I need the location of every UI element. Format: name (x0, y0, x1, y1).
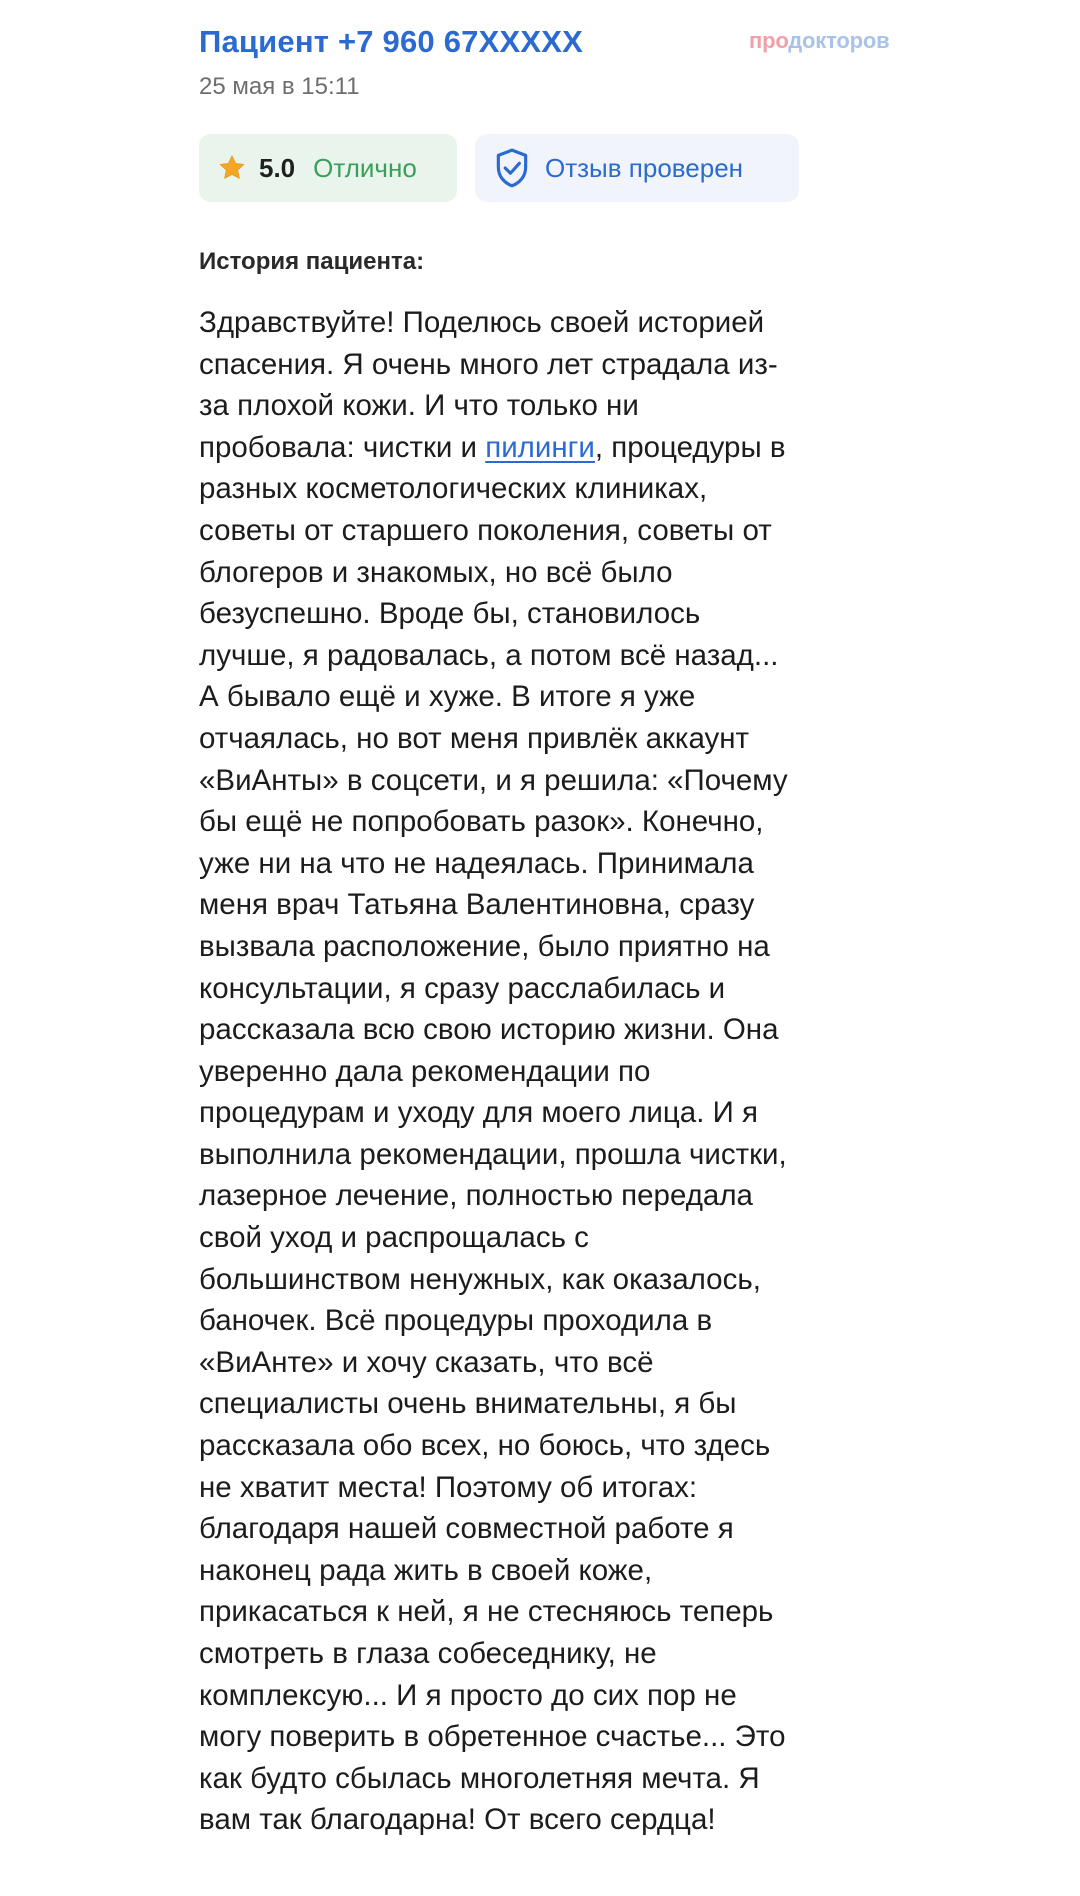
story-line: не хватит места! Поэтому об итогах: (199, 1470, 698, 1504)
verified-badge[interactable] (475, 134, 799, 202)
verified-label: Отзыв проверен (545, 152, 744, 183)
story-line: рассказала обо всех, но боюсь, что здесь (199, 1429, 771, 1463)
story-text (199, 302, 939, 1841)
story-line: наконец рада жить в своей коже, (199, 1553, 653, 1587)
review-header (199, 0, 939, 110)
rating-word: Отлично (313, 152, 417, 183)
story-line: лучше, я радовалась, а потом всё назад... (199, 638, 779, 672)
shield-check-icon (493, 147, 531, 189)
story-line: отчаялась, но вот меня привлёк аккаунт (199, 721, 750, 755)
brand-logo-part1: про (749, 28, 789, 53)
story-line: «ВиАнте» и хочу сказать, что всё (199, 1345, 654, 1379)
story-line: бы ещё не попробовать разок». Конечно, (199, 805, 764, 839)
story-line: как будто сбылась многолетняя мечта. Я (199, 1761, 760, 1795)
review-badges (199, 134, 799, 202)
peeling-link[interactable]: пилинги (485, 430, 595, 464)
story-line: могу поверить в обретенное счастье... Это (199, 1720, 786, 1754)
story-line: разных косметологических клиниках, (199, 472, 708, 506)
story-line: баночек. Всё процедуры проходила в (199, 1304, 713, 1338)
story-line: А бывало ещё и хуже. В итоге я уже (199, 680, 696, 714)
story-line: прикасаться к ней, я не стесняюсь теперь (199, 1595, 774, 1629)
section-label: История пациента: (199, 248, 425, 275)
story-line: Здравствуйте! Поделюсь своей историей (199, 306, 765, 339)
story-line: уже ни на что не надеялась. Принимала (199, 846, 754, 880)
story-line: специалисты очень внимательны, я бы (199, 1387, 737, 1421)
story-line: процедурам и уходу для моего лица. И я (199, 1096, 758, 1130)
story-line: благодаря нашей совместной работе я (199, 1512, 734, 1546)
story-line: уверенно дала рекомендации по (199, 1054, 651, 1088)
story-line: большинством ненужных, как оказалось, (199, 1262, 761, 1296)
story-line: лазерное лечение, полностью передала (199, 1179, 753, 1213)
story-line: консультации, я сразу расслабилась и (199, 971, 726, 1005)
star-icon (217, 153, 247, 183)
story-line: советы от старшего поколения, советы от (199, 513, 772, 547)
story-line: смотреть в глаза собеседнику, не (199, 1637, 657, 1670)
story-text-fragment: , процедуры в (594, 430, 786, 464)
story-line: безуспешно. Вроде бы, становилось (199, 597, 701, 631)
review-card (199, 0, 939, 1837)
story-line: выполнила рекомендации, прошла чистки, (199, 1137, 787, 1171)
story-line-with-link (199, 427, 939, 469)
story-text-fragment: пробовала: чистки и (199, 430, 486, 464)
story-line: вызвала расположение, было приятно на (199, 929, 770, 963)
story-line: «ВиАнты» в соцсети, и я решила: «Почему (199, 763, 788, 797)
story-line: комплексую... И я просто до сих пор не (199, 1678, 737, 1712)
review-author[interactable]: Пациент +7 960 67XXXXX (199, 24, 583, 59)
rating-value: 5.0 (259, 152, 296, 183)
story-line: вам так благодарна! От всего сердца! (199, 1803, 716, 1837)
rating-badge (199, 134, 457, 202)
story-line: меня врач Татьяна Валентиновна, сразу (199, 888, 755, 922)
story-line: за плохой кожи. И что только ни (199, 389, 639, 423)
brand-logo-part2: докторов (788, 28, 890, 53)
story-line: блогеров и знакомых, но всё было (199, 555, 673, 589)
brand-logo (749, 28, 889, 54)
story-line: рассказала всю свою историю жизни. Она (199, 1013, 779, 1047)
story-line: спасения. Я очень много лет страдала из- (199, 347, 778, 381)
story-line: свой уход и распрощалась с (199, 1221, 589, 1255)
review-date: 25 мая в 15:11 (199, 73, 360, 100)
